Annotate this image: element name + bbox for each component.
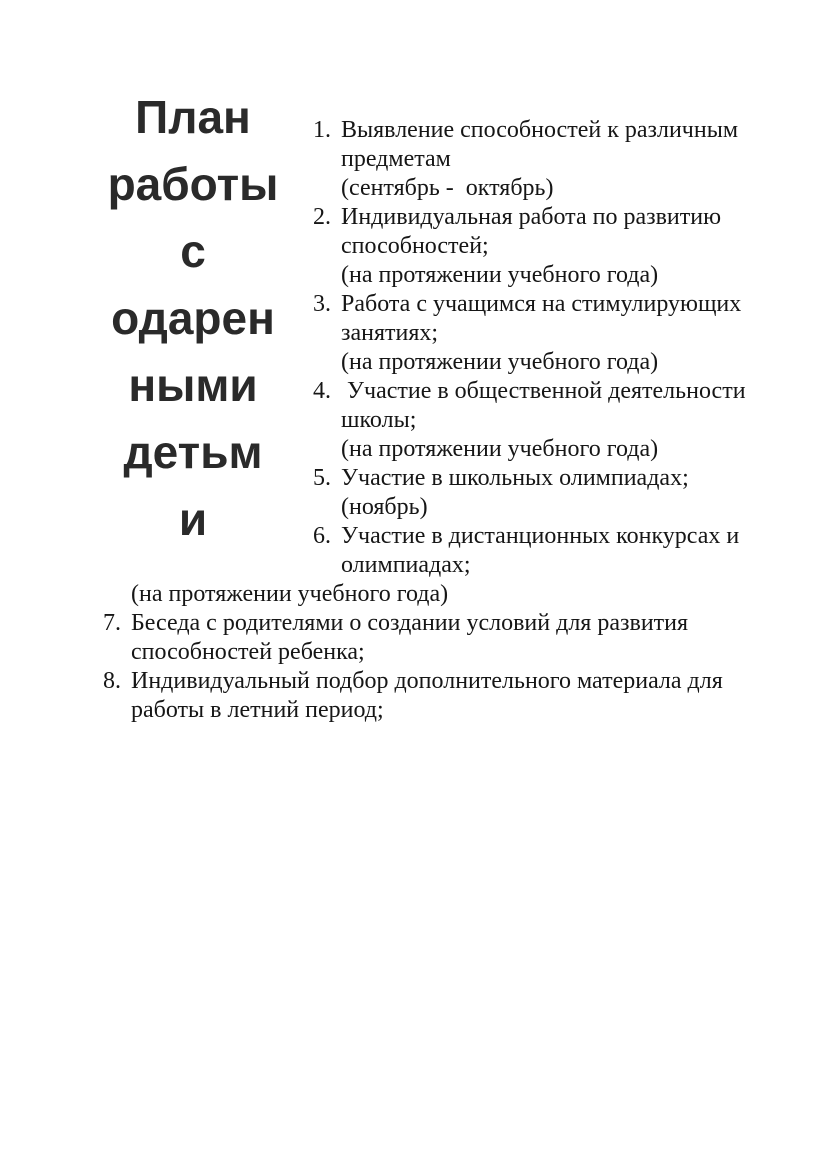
title-line: работы [107, 158, 279, 210]
item-text-line: способностей ребенка; [131, 639, 365, 665]
item-text-line: олимпиадах; [341, 552, 471, 578]
item-schedule-line: (ноябрь) [341, 494, 428, 520]
item-number: 3. [313, 291, 331, 317]
item-first-line [313, 522, 783, 551]
list-item-1 [313, 116, 783, 203]
title-line: с [180, 225, 206, 277]
title-line: и [178, 493, 208, 545]
item-number: 1. [313, 117, 331, 143]
item-number: 5. [313, 465, 331, 491]
item-text-line: Выявление способностей к различным [341, 117, 739, 143]
item-text-line: способностей; [341, 233, 489, 259]
item-number: 6. [313, 523, 331, 549]
item-text-line: Индивидуальный подбор дополнительного материала для [131, 668, 723, 694]
item-schedule-line: (на протяжении учебного года) [341, 436, 659, 462]
item-text-line: Участие в общественной деятельности [341, 378, 746, 404]
plan-list [313, 116, 783, 580]
list-item-8 [103, 667, 783, 725]
title-line: План [135, 91, 251, 143]
item-schedule-line: (на протяжении учебного года) [341, 349, 659, 375]
item-text-line: Работа с учащимся на стимулирующих [341, 291, 742, 317]
item-first-line [103, 609, 783, 638]
item-first-line [313, 290, 783, 319]
list-item-4 [313, 377, 783, 464]
plan-list-continued [103, 580, 783, 725]
item-first-line [103, 667, 783, 696]
item-text-line: Участие в дистанционных конкурсах и [341, 523, 740, 549]
item-number: 2. [313, 204, 331, 230]
item-number: 7. [103, 610, 121, 636]
item-first-line [313, 464, 783, 493]
item-number: 4. [313, 378, 331, 404]
item-text-line: работы в летний период; [131, 697, 384, 723]
title-line: детьм [123, 426, 263, 478]
item-text-line: предметам [341, 146, 451, 172]
item-number: 8. [103, 668, 121, 694]
item-first-line [313, 203, 783, 232]
list-item-3 [313, 290, 783, 377]
item-first-line [313, 377, 783, 406]
item-first-line [313, 116, 783, 145]
item-text-line: занятиях; [341, 320, 439, 346]
title-line: одарен [111, 292, 275, 344]
title-line: ными [128, 359, 258, 411]
list-item-2 [313, 203, 783, 290]
item-text-line: Беседа с родителями о создании условий для развития [131, 610, 689, 636]
item-text-line: Индивидуальная работа по развитию [341, 204, 722, 230]
list-item-6 [313, 522, 783, 580]
list-item-7 [103, 609, 783, 667]
document-title [100, 84, 286, 553]
list-item-5 [313, 464, 783, 522]
item-text-line: Участие в школьных олимпиадах; [341, 465, 689, 491]
item-schedule-line: (на протяжении учебного года) [131, 581, 449, 607]
item-text-line: школы; [341, 407, 417, 433]
item-schedule-line: (на протяжении учебного года) [341, 262, 659, 288]
item-schedule-line: (сентябрь - октябрь) [341, 175, 554, 201]
